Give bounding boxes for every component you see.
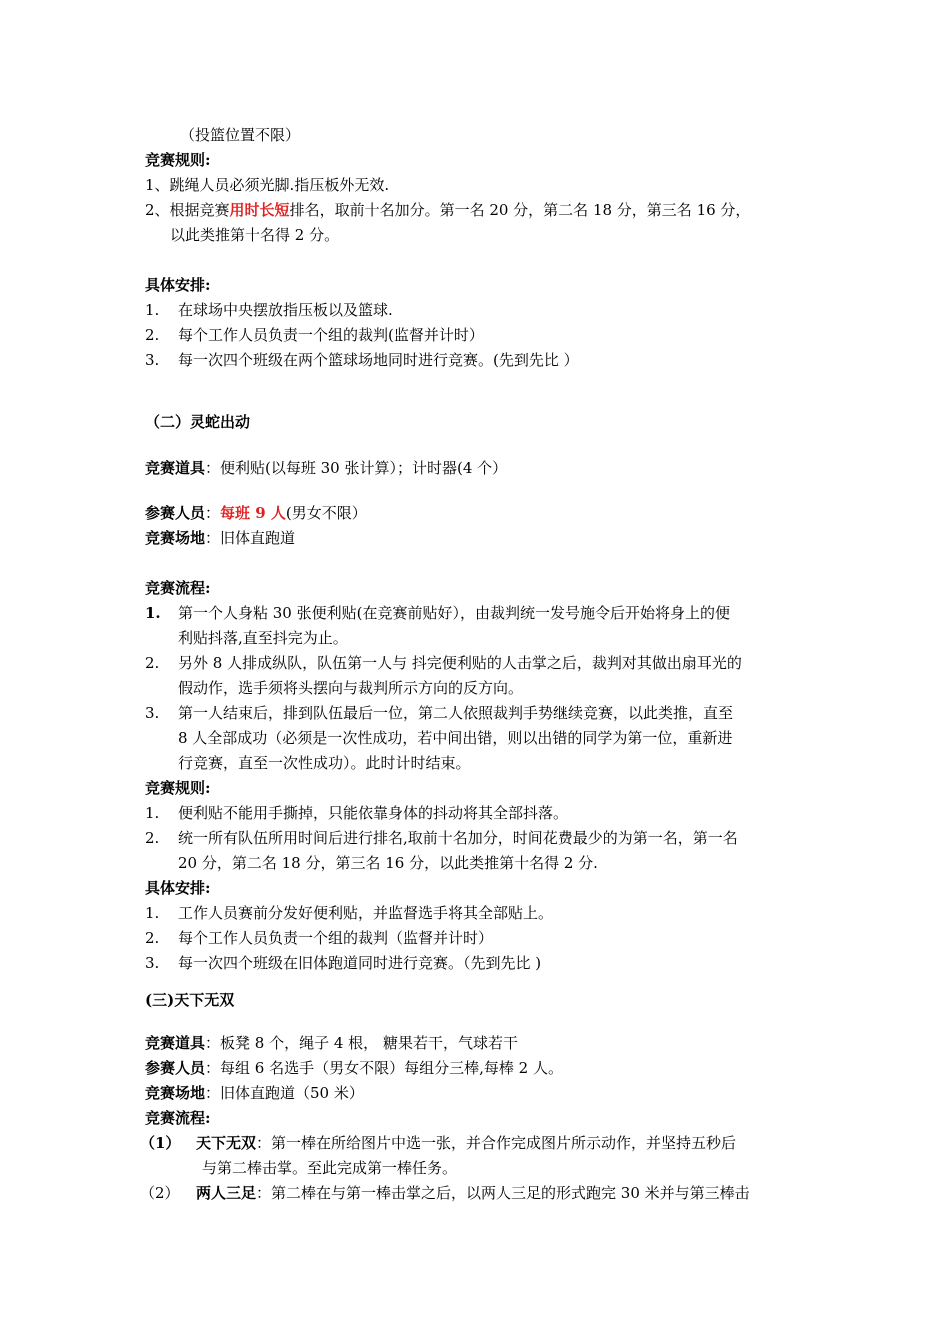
people-rest: (男女不限） <box>285 504 367 522</box>
section-2-props <box>145 458 507 478</box>
section-2-people <box>145 503 367 523</box>
people-colon: ： <box>205 504 221 522</box>
list-item-text: 第一人结束后，排到队伍最后一位，第二人依照裁判手势继续竞赛，以此类推，直至 <box>178 704 734 722</box>
list-item <box>145 350 579 370</box>
people-value: ：每组 6 名选手（男女不限）每组分三棒,每棒 2 人。 <box>205 1059 563 1077</box>
process-heading-2: 竞赛流程: <box>145 579 211 597</box>
list-item-text: 工作人员赛前分发好便利贴，并监督选手将其全部贴上。 <box>178 904 554 922</box>
list-item <box>145 653 742 673</box>
rule-1-2-suffix: 排名，取前十名加分。第一名 20 分，第二名 18 分，第三名 16 分， <box>289 201 751 219</box>
list-item-number: 3. <box>145 351 160 369</box>
list-item-number: 1. <box>145 804 160 822</box>
list-item-number: 1. <box>145 301 160 319</box>
rule-1-2 <box>145 200 750 220</box>
list-item <box>145 803 568 823</box>
props-label: 竞赛道具 <box>145 459 206 477</box>
step-1-cont: 与第二棒击掌。至此完成第一棒任务。 <box>202 1159 458 1177</box>
list-item <box>145 928 493 948</box>
venue-value: ：旧体直跑道（50 米） <box>205 1084 364 1102</box>
list-item <box>145 903 553 923</box>
list-item-number: 3. <box>145 954 160 972</box>
rule-1-1: 1、跳绳人员必须光脚.指压板外无效. <box>145 176 390 194</box>
list-item-number: 2. <box>145 929 160 947</box>
list-item-text: 每个工作人员负责一个组的裁判(监督并计时） <box>178 326 484 344</box>
process-heading-3: 竞赛流程: <box>145 1109 211 1127</box>
step-label: 两人三足 <box>196 1184 257 1202</box>
list-item-text: 统一所有队伍所用时间后进行排名,取前十名加分，时间花费最少的为第一名，第一名 <box>178 829 738 847</box>
step-2 <box>140 1183 750 1203</box>
list-item-cont: 8 人全部成功（必须是一次性成功，若中间出错，则以出错的同学为第一位，重新进 <box>178 729 733 747</box>
list-item-cont: 利贴抖落,直至抖完为止。 <box>178 629 348 647</box>
list-item-number: 2. <box>145 326 160 344</box>
list-item <box>145 300 393 320</box>
list-item-number: 3. <box>145 704 160 722</box>
list-item-cont: 假动作，选手须将头摆向与裁判所示方向的反方向。 <box>178 679 524 697</box>
list-item-text: 便利贴不能用手撕掉，只能依靠身体的抖动将其全部抖落。 <box>178 804 569 822</box>
venue-value: ：旧体直跑道 <box>205 529 296 547</box>
props-label: 竞赛道具 <box>145 1034 206 1052</box>
section-2-title: （二）灵蛇出动 <box>145 413 251 431</box>
list-item-text: 每一次四个班级在两个篮球场地同时进行竞赛。(先到先比 ） <box>178 351 579 369</box>
list-item <box>145 828 738 848</box>
props-value: ：便利贴(以每班 30 张计算）；计时器(4 个） <box>205 459 508 477</box>
list-item-text: 第一个人身粘 30 张便利贴(在竞赛前贴好），由裁判统一发号施令后开始将身上的便 <box>178 604 730 622</box>
list-item-text: 另外 8 人排成纵队，队伍第一人与 抖完便利贴的人击掌之后，裁判对其做出扇耳光的 <box>178 654 742 672</box>
rule-1-2-cont: 以此类推第十名得 2 分。 <box>170 226 340 244</box>
people-highlight: 每班 9 人 <box>220 504 286 522</box>
list-item-cont: 20 分，第二名 18 分，第三名 16 分，以此类推第十名得 2 分. <box>178 854 598 872</box>
shooting-position-note: （投篮位置不限） <box>180 126 301 144</box>
props-value: ：板凳 8 个，绳子 4 根， 糖果若干，气球若干 <box>205 1034 518 1052</box>
section-3-venue <box>145 1083 364 1103</box>
section-3-people <box>145 1058 563 1078</box>
step-number: （2） <box>140 1184 180 1202</box>
list-item-text: 每一次四个班级在旧体跑道同时进行竞赛。（先到先比 ) <box>178 954 542 972</box>
list-item-cont: 行竞赛，直至一次性成功）。此时计时结束。 <box>178 754 471 772</box>
step-text: ：第一棒在所给图片中选一张，并合作完成图片所示动作，并坚持五秒后 <box>256 1134 737 1152</box>
list-item <box>145 325 484 345</box>
venue-label: 竞赛场地 <box>145 529 206 547</box>
step-label: 天下无双 <box>196 1134 257 1152</box>
step-1 <box>140 1133 736 1153</box>
list-item <box>145 703 733 723</box>
list-item-number: 2. <box>145 654 160 672</box>
section-2-venue <box>145 528 295 548</box>
list-item <box>145 953 541 973</box>
list-item-number: 1. <box>145 604 161 622</box>
rule-1-2-prefix: 2、根据竞赛 <box>145 201 230 219</box>
list-item <box>145 603 730 623</box>
section-3-title: (三)天下无双 <box>145 991 235 1009</box>
arrange-heading-2: 具体安排: <box>145 879 211 897</box>
rule-1-2-highlight: 用时长短 <box>229 201 290 219</box>
list-item-number: 2. <box>145 829 160 847</box>
rules-heading-1: 竞赛规则: <box>145 151 211 169</box>
list-item-text: 每个工作人员负责一个组的裁判（监督并计时） <box>178 929 494 947</box>
step-number: （1） <box>140 1134 181 1152</box>
list-item-text: 在球场中央摆放指压板以及篮球. <box>178 301 393 319</box>
venue-label: 竞赛场地 <box>145 1084 206 1102</box>
rules-heading-2: 竞赛规则: <box>145 779 211 797</box>
arrange-heading-1: 具体安排: <box>145 276 211 294</box>
section-3-props <box>145 1033 518 1053</box>
list-item-number: 1. <box>145 904 160 922</box>
step-text: ：第二棒在与第一棒击掌之后，以两人三足的形式跑完 30 米并与第三棒击 <box>256 1184 750 1202</box>
people-label: 参赛人员 <box>145 1059 206 1077</box>
people-label: 参赛人员 <box>145 504 206 522</box>
